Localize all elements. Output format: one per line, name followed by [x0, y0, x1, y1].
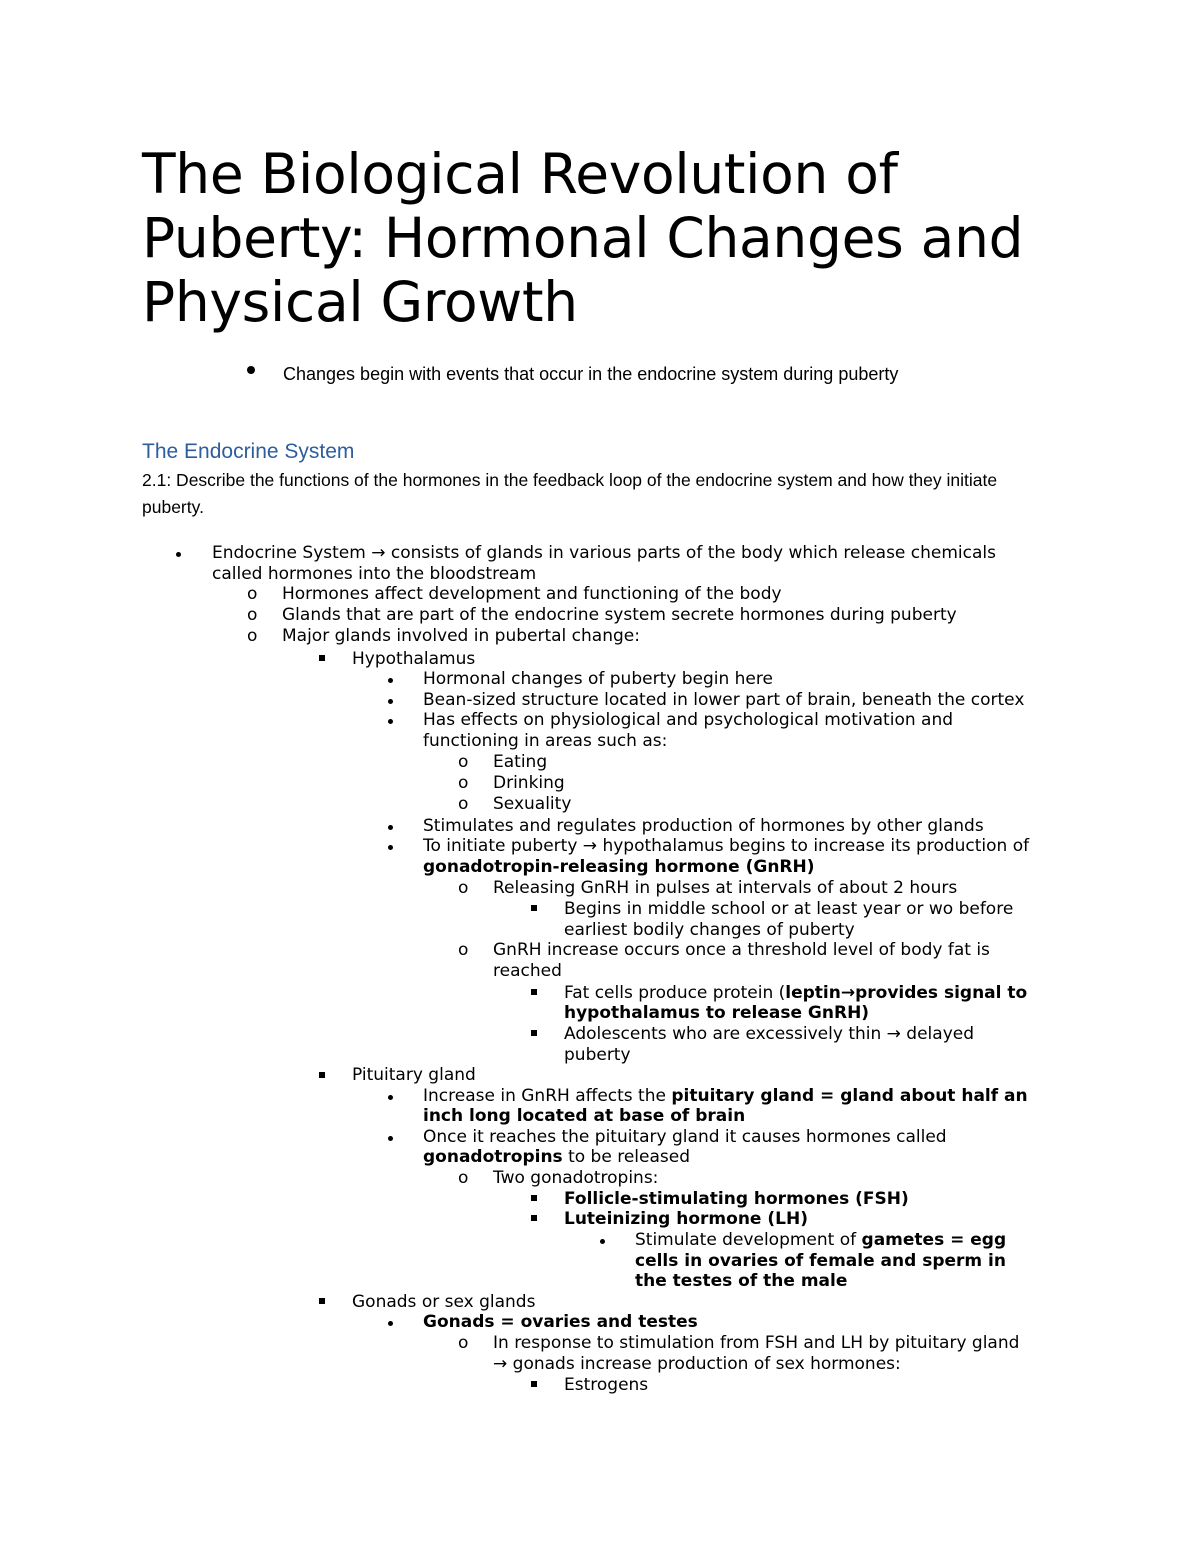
bullet-dot: [388, 825, 393, 830]
bullet-dot: [388, 1136, 393, 1141]
circle-bullet: o: [458, 752, 469, 772]
outline-line: Major glands involved in pubertal change:: [282, 626, 640, 646]
outline-line: In response to stimulation from FSH and LH by pituitary gland: [493, 1333, 1020, 1353]
bullet-dot: [388, 699, 393, 704]
outline-line: [423, 857, 815, 878]
outline-line: reached: [493, 961, 562, 981]
outline-line: [423, 1312, 698, 1333]
outline-line: [564, 983, 1027, 1004]
square-bullet: [531, 905, 537, 911]
bullet-dot: [388, 845, 393, 850]
outline-line: [564, 1209, 808, 1230]
outline-line: puberty: [564, 1045, 631, 1065]
bullet-dot: [247, 366, 255, 374]
bold-term: leptin→provides signal to: [785, 983, 1028, 1003]
outline-line: → gonads increase production of sex hormones:: [493, 1354, 901, 1374]
outline-line: Once it reaches the pituitary gland it causes hormones called: [423, 1127, 947, 1147]
line-text: Increase in GnRH affects the: [423, 1086, 672, 1106]
outline-line: Estrogens: [564, 1375, 649, 1395]
outline-line: called hormones into the bloodstream: [212, 564, 537, 584]
bold-term: the testes of the male: [635, 1271, 848, 1291]
outline-line: [423, 1106, 745, 1127]
circle-bullet: o: [458, 1168, 469, 1188]
outline-line: Endocrine System → consists of glands in various parts of the body which release chemicals: [212, 543, 997, 563]
outline-line: Two gonadotropins:: [493, 1168, 659, 1188]
outline-line: earliest bodily changes of puberty: [564, 920, 855, 940]
outline-line: Hypothalamus: [352, 649, 476, 669]
line-text: Stimulate development of: [635, 1230, 862, 1250]
outline-line: [635, 1271, 847, 1292]
outline-line: GnRH increase occurs once a threshold level of body fat is: [493, 940, 990, 960]
outline-line: functioning in areas such as:: [423, 731, 668, 751]
bold-term: gametes = egg: [861, 1230, 1007, 1250]
square-bullet: [531, 989, 537, 995]
circle-bullet: o: [247, 605, 258, 625]
bold-term: pituitary gland = gland about half an: [671, 1086, 1028, 1106]
section-heading: The Endocrine System: [142, 440, 355, 463]
outline-line: Begins in middle school or at least year or wo before: [564, 899, 1014, 919]
outline-line: Glands that are part of the endocrine system secrete hormones during puberty: [282, 605, 957, 625]
circle-bullet: o: [458, 878, 469, 898]
outline-line: [564, 1189, 909, 1210]
square-bullet: [531, 1215, 537, 1221]
bold-term: Luteinizing hormone (LH): [564, 1209, 808, 1229]
outline-line: Hormonal changes of puberty begin here: [423, 669, 773, 689]
bold-term: cells in ovaries of female and sperm in: [635, 1251, 1006, 1271]
bold-term: gonadotropin-releasing hormone (GnRH): [423, 857, 815, 877]
bullet-dot: [600, 1239, 605, 1244]
intro-bullet-text: Changes begin with events that occur in the endocrine system during puberty: [283, 364, 899, 384]
bold-term: Follicle-stimulating hormones (FSH): [564, 1189, 909, 1209]
square-bullet: [319, 1298, 325, 1304]
line-text: to be released: [562, 1147, 690, 1167]
outline-line: [635, 1251, 1006, 1272]
line-text: Fat cells produce protein (: [564, 983, 786, 1003]
bullet-dot: [388, 1321, 393, 1326]
square-bullet: [531, 1030, 537, 1036]
outline-line: Hormones affect development and functioning of the body: [282, 584, 782, 604]
outline-line: [423, 1147, 690, 1168]
outline-line: Gonads or sex glands: [352, 1292, 536, 1312]
outline-line: Eating: [493, 752, 548, 772]
outline-line: Releasing GnRH in pulses at intervals of about 2 hours: [493, 878, 958, 898]
bullet-dot: [388, 678, 393, 683]
square-bullet: [531, 1195, 537, 1201]
circle-bullet: o: [458, 773, 469, 793]
outline-line: Pituitary gland: [352, 1065, 476, 1085]
outline-line: [635, 1230, 1006, 1251]
bold-term: gonadotropins: [423, 1147, 563, 1167]
circle-bullet: o: [247, 584, 258, 604]
square-bullet: [319, 655, 325, 661]
outline-line: Bean-sized structure located in lower part of brain, beneath the cortex: [423, 690, 1025, 710]
circle-bullet: o: [458, 1333, 469, 1353]
bullet-dot: [388, 719, 393, 724]
outline-line: [423, 1086, 1028, 1107]
circle-bullet: o: [458, 794, 469, 814]
square-bullet: [531, 1381, 537, 1387]
outline-line: Has effects on physiological and psychological motivation and: [423, 710, 954, 730]
bold-term: hypothalamus to release GnRH): [564, 1003, 870, 1023]
learning-objective: 2.1: Describe the functions of the hormones in the feedback loop of the endocrine system and how they initiate puberty.: [142, 470, 998, 517]
bold-term: inch long located at base of brain: [423, 1106, 746, 1126]
square-bullet: [319, 1072, 325, 1078]
outline-line: Sexuality: [493, 794, 572, 814]
bullet-dot: [388, 1095, 393, 1100]
outline-line: Stimulates and regulates production of hormones by other glands: [423, 816, 984, 836]
outline-line: To initiate puberty → hypothalamus begins to increase its production of: [423, 836, 1030, 856]
bullet-dot: [176, 552, 181, 557]
outline-line: [564, 1003, 869, 1024]
circle-bullet: o: [247, 626, 258, 646]
page-title: The Biological Revolution of Puberty: Hormonal Changes and Physical Growth: [142, 142, 1024, 334]
circle-bullet: o: [458, 940, 469, 960]
outline-line: Adolescents who are excessively thin → delayed: [564, 1024, 975, 1044]
bold-term: Gonads = ovaries and testes: [423, 1312, 698, 1332]
outline-line: Drinking: [493, 773, 565, 793]
